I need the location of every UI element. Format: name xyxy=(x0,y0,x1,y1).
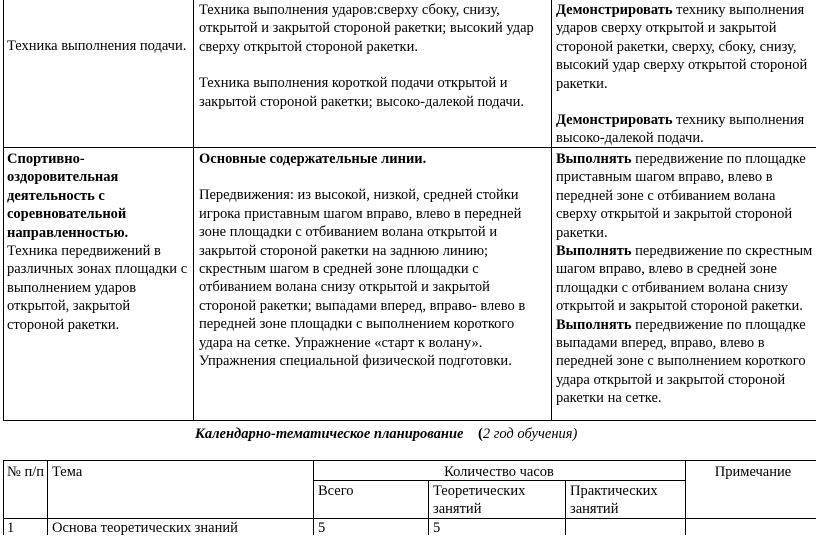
header-theory: Теоретических занятий xyxy=(433,483,526,518)
row2-col3-item xyxy=(556,150,816,242)
table2-border-col-practice xyxy=(685,460,686,535)
caption-paren: ( xyxy=(477,426,483,442)
row-num: 1 xyxy=(7,520,15,536)
row2-col2-text: Передвижения: из высокой, низкой, средней стойки игрока приставным шагом вправо, влево в передней зоне площадки с отбиванием волана открытой и закрытой стороной ракетки на заднюю линию; скрестным шагом в средней зоне площадки с отбиванием волана снизу открытой и закрытой стороной ракетки; выпадами вперед, вправо- влево в передней зоне площадки с выполнением короткого удара на сетке. Упражнение «старт к волану». Упражнения специальной физической подготовки. xyxy=(199,187,526,370)
row2-col3-item1-bold: Выполнять xyxy=(556,151,632,167)
row1-col2-para2: Техника выполнения короткой подачи открытой и закрытой стороной ракетки; высоко-далекой подачи. xyxy=(199,75,525,110)
row2-col1-text: Техника передвижений в различных зонах площадки с выполнением ударов открытой, закрытой стороной ракетки. xyxy=(7,243,188,333)
row2-col3-item2-text: передвижение по скрестным шагом вправо, влево в средней зоне площадки с отбиванием волана снизу открытой и закрытой стороной ракетки. xyxy=(556,243,813,315)
row2-col3-item1-text: передвижение по площадке приставным шагом вправо, влево в передней зоне с отбиванием волана сверху открытой и закрытой стороной ракетки. xyxy=(556,151,806,241)
row2-col3-item3-bold: Выполнять xyxy=(556,316,632,333)
row1-col3-para2 xyxy=(556,111,816,148)
row1-col2-para1: Техника выполнения ударов:сверху сбоку, снизу, открытой и закрытой стороной ракетки; высокий удар сверху открытой стороной ракетки. xyxy=(199,2,534,55)
caption-year: 2 год обучения) xyxy=(482,426,578,442)
table1-border-bottom xyxy=(3,420,816,421)
row-theory: 5 xyxy=(433,520,441,536)
header-total: Всего xyxy=(318,483,354,499)
row1-col1-cell xyxy=(7,37,190,55)
table2-border-col-num xyxy=(47,460,48,535)
table2-border-top xyxy=(3,460,816,461)
row1-col3-para2-text: технику выполнения высоко-далекой подачи. xyxy=(556,112,805,147)
row1-col3-para2-bold: Демонстрировать xyxy=(556,112,673,129)
row2-col3-cell xyxy=(556,150,816,408)
row1-col3-para1-bold: Демонстрировать xyxy=(556,2,673,18)
row2-col1-cell xyxy=(7,150,190,334)
row2-col2-cell xyxy=(199,150,549,370)
header-practice: Практических занятий xyxy=(570,483,658,518)
table2-border-col-theory xyxy=(565,480,566,535)
row2-col2-heading: Основные содержательные линии. xyxy=(199,151,427,167)
row2-col3-item xyxy=(556,242,816,316)
row1-col3-cell xyxy=(556,1,816,148)
table1-border-col3 xyxy=(551,0,552,420)
section-caption xyxy=(195,426,577,443)
row-total: 5 xyxy=(318,520,326,536)
table2-border-left xyxy=(3,460,4,535)
row1-col3-para1-text: технику выполнения ударов сверху открытой и закрытой стороной ракетки, сверху, сбоку, снизу, высокий удар сверху открытой стороной ракетки. xyxy=(556,2,808,92)
header-topic: Тема xyxy=(52,464,83,480)
row2-col3-item xyxy=(556,316,816,408)
row1-col2-cell xyxy=(199,1,549,111)
table1-border-col2 xyxy=(193,0,194,420)
row1-col1-text: Техника выполнения подачи. xyxy=(7,38,187,54)
header-hours: Количество часов xyxy=(444,464,554,480)
table2-border-col-total xyxy=(428,480,429,535)
table1-border-left xyxy=(3,0,4,420)
row1-col3-para1 xyxy=(556,1,816,93)
row2-col3-item2-bold: Выполнять xyxy=(556,243,632,260)
header-note: Примечание xyxy=(714,464,792,480)
row-topic: Основа теоретических знаний xyxy=(52,520,238,536)
row2-col3-item3-text: передвижение по площадке выпадами вперед, вправо, влево в передней зоне с выполнением короткого удара открытой и закрытой стороной ракетки на сетке. xyxy=(556,316,806,407)
row2-col1-heading: Спортивно-оздоровительная деятельность с соревновательной направленностью. xyxy=(7,151,129,241)
caption-title: Календарно-тематическое планирование xyxy=(195,426,464,442)
header-num: № п/п xyxy=(7,464,45,480)
